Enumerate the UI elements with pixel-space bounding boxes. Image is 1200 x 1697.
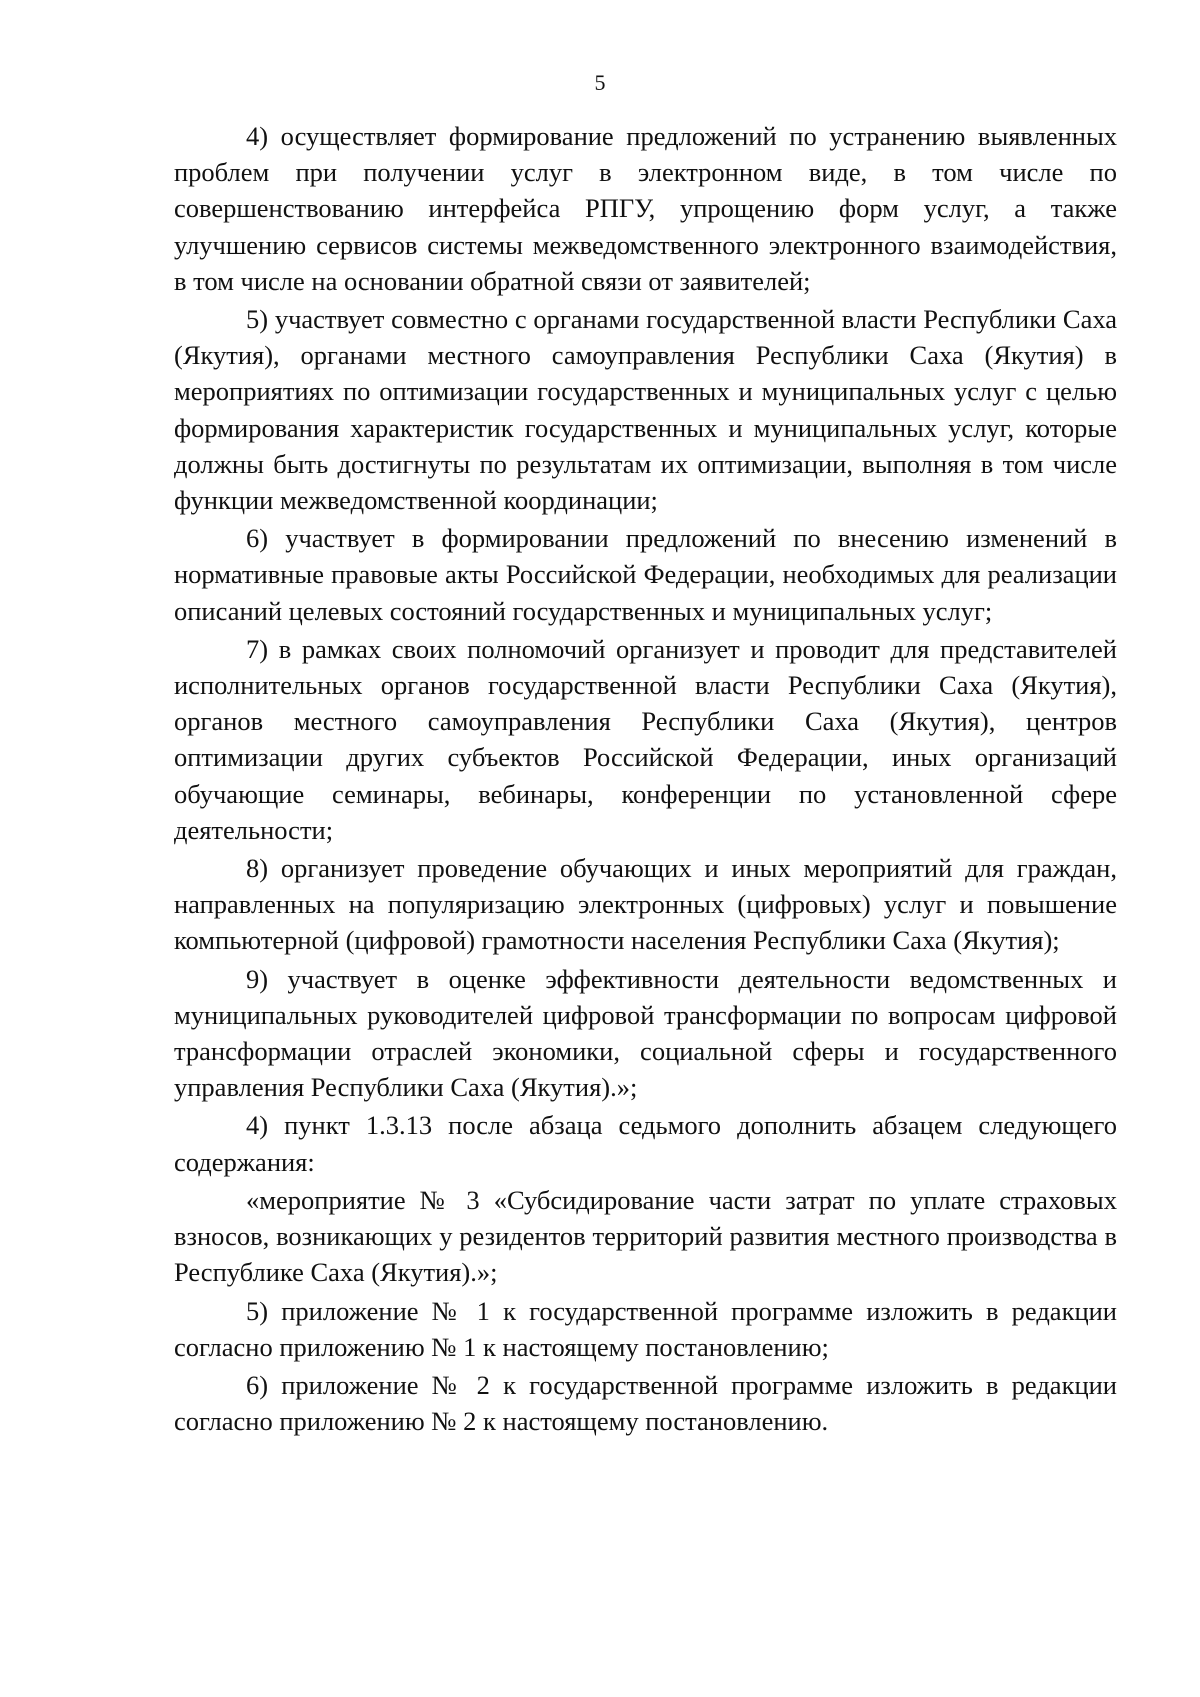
paragraph-amendment-4: 4) пункт 1.3.13 после абзаца седьмого дополнить абзацем следующего содержания: xyxy=(174,1110,1117,1177)
paragraph-amendment-5: 5) приложение № 1 к государственной программе изложить в редакции согласно приложению № 1 к настоящему постановлению; xyxy=(174,1295,1117,1362)
document-body xyxy=(174,118,1117,1441)
paragraph-item-4: 4) осуществляет формирование предложений по устранению выявленных проблем при получении услуг в электронном виде, в том числе по совершенствованию интерфейса РПГУ, упрощению форм услуг, а также улучшению сервисов системы межведомственного электронного взаимодействия, в том числе на основании обратной связи от заявителей; xyxy=(174,121,1117,296)
paragraph-quoted-measure: «мероприятие № 3 «Субсидирование части затрат по уплате страховых взносов, возникающих у резидентов территорий развития местного производства в Республике Саха (Якутия).»; xyxy=(174,1184,1117,1288)
paragraph-item-8: 8) организует проведение обучающих и иных мероприятий для граждан, направленных на популяризацию электронных (цифровых) услуг и повышение компьютерной (цифровой) грамотности населения Республики Саха (Якутия); xyxy=(174,853,1117,956)
page-number: 5 xyxy=(594,70,606,95)
paragraph-item-9: 9) участвует в оценке эффективности деятельности ведомственных и муниципальных руководителей цифровой трансформации по вопросам цифровой трансформации отраслей экономики, социальной сферы и государственного управления Республики Саха (Якутия).»; xyxy=(174,963,1117,1103)
paragraph-item-7: 7) в рамках своих полномочий организует и проводит для представителей исполнительных органов государственной власти Республики Саха (Якутия), органов местного самоуправления Республики Саха (Якутия), центров оптимизации других субъектов Российской Федерации, иных организаций обучающие семинары, вебинары, конференции по установленной сфере деятельности; xyxy=(174,633,1117,845)
paragraph-amendment-6: 6) приложение № 2 к государственной программе изложить в редакции согласно приложению № 2 к настоящему постановлению. xyxy=(174,1369,1117,1437)
paragraph-item-5: 5) участвует совместно с органами государственной власти Республики Саха (Якутия), органами местного самоуправления Республики Саха (Якутия) в мероприятиях по оптимизации государственных и муниципальных услуг с целью формирования характеристик государственных и муниципальных услуг, которые должны быть достигнуты по результатам их оптимизации, выполняя в том числе функции межведомственной координации; xyxy=(174,304,1117,516)
paragraph-item-6: 6) участвует в формировании предложений по внесению изменений в нормативные правовые акты Российской Федерации, необходимых для реализации описаний целевых состояний государственных и муниципальных услуг; xyxy=(174,523,1117,626)
